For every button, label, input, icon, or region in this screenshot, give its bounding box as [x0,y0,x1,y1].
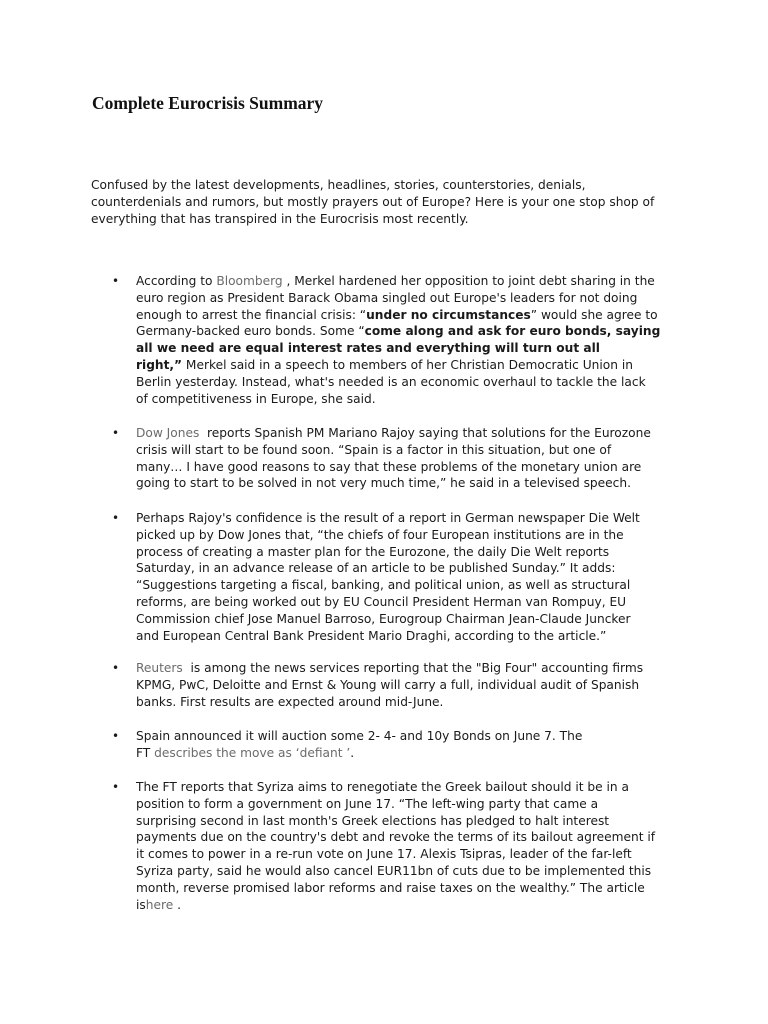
ft-defiant-link[interactable]: describes the move as ‘defiant ’ [154,745,351,760]
list-item-syriza: • The FT reports that Syriza aims to renegotiate the Greek bailout should it be in a position to form a government on June 17. “The left-wing party that came a surprising second in last month's Greek elections has pledged to halt interest payments due on the country's debt and revoke the terms of its bailout agreement if it comes to power in a re-run vote on June 17. Alexis Tsipras, leader of the far-left Syriza party, said he would also cancel EUR11bn of cuts due to be implemented this month, reverse promised labor reforms and raise taxes on the wealthy.” The article ishere . [112,780,656,912]
list-item-die-welt: • Perhaps Rajoy's confidence is the result of a report in German newspaper Die Welt picked up by Dow Jones that, “the chiefs of four European institutions are in the process of creating a master plan for the Eurozone, the daily Die Welt reports Saturday, in an advance release of an article to be published Sunday.” It adds: “Suggestions targeting a fiscal, banking, and political union, as well as structural reforms, are being worked out by EU Council President Herman van Rompuy, EU Commission chief Jose Manuel Barroso, Eurogroup Chairman Jean-Claude Juncker and European Central Bank President Mario Draghi, according to the article.” [112,511,640,643]
article-here-link[interactable]: here [145,897,174,912]
bloomberg-link[interactable]: Bloomberg [216,274,283,288]
bullet-icon: • [112,780,120,794]
quote-bold-3: all we need are equal interest rates and everything will turn out all [136,341,600,356]
list-item-dow-jones: • Dow Jones reports Spanish PM Mariano Rajoy saying that solutions for the Eurozone crisis will start to be found soon. “Spain is a factor in this situation, but one of many… I have good reasons to say that these problems of the monetary union are going to start to be solved in not very much time,” he said in a televised speech. [112,426,651,491]
list-item-spain-bonds: • Spain announced it will auction some 2- 4- and 10y Bonds on June 7. The FT describes the move as ‘defiant ’. [112,729,583,760]
intro-line-3: everything that has transpired in the Eurocrisis most recently. [91,212,469,226]
quote-bold-1: under no circumstances [366,307,531,322]
bullet-icon: • [112,661,120,675]
dow-jones-link[interactable]: Dow Jones [136,426,200,440]
reuters-link[interactable]: Reuters [136,661,183,675]
bullet-icon: • [112,729,120,743]
intro-paragraph [91,177,691,228]
quote-bold-2: come along and ask for euro bonds, saying [364,324,661,339]
page-title: Complete Eurocrisis Summary [92,93,324,113]
list-item-bloomberg: • According to Bloomberg , Merkel hardened her opposition to joint debt sharing in the euro region as President Barack Obama singled out Europe's leaders for not doing enough to arrest the financial crisis: “under no circumstances” would she agree to Germany-backed euro bonds. Some “come along and ask for euro bonds, saying all we need are equal interest rates and everything will turn out all right,” Merkel said in a speech to members of her Christian Democratic Union in Berlin yesterday. Instead, what's needed is an economic overhaul to tackle the lack of competitiveness in Europe, she said. [112,274,661,406]
intro-line-1: Confused by the latest developments, headlines, stories, counterstories, denials, [91,178,586,192]
quote-bold-4: right,” [136,357,183,372]
list-item-reuters: • Reuters is among the news services reporting that the "Big Four" accounting firms KPMG, PwC, Deloitte and Ernst & Young will carry a full, individual audit of Spanish banks. First results are expected around mid-June. [112,661,644,709]
bullet-icon: • [112,274,120,288]
intro-line-2: counterdenials and rumors, but mostly prayers out of Europe? Here is your one stop shop of [91,195,655,209]
bullet-icon: • [112,511,120,525]
bullet-icon: • [112,426,120,440]
